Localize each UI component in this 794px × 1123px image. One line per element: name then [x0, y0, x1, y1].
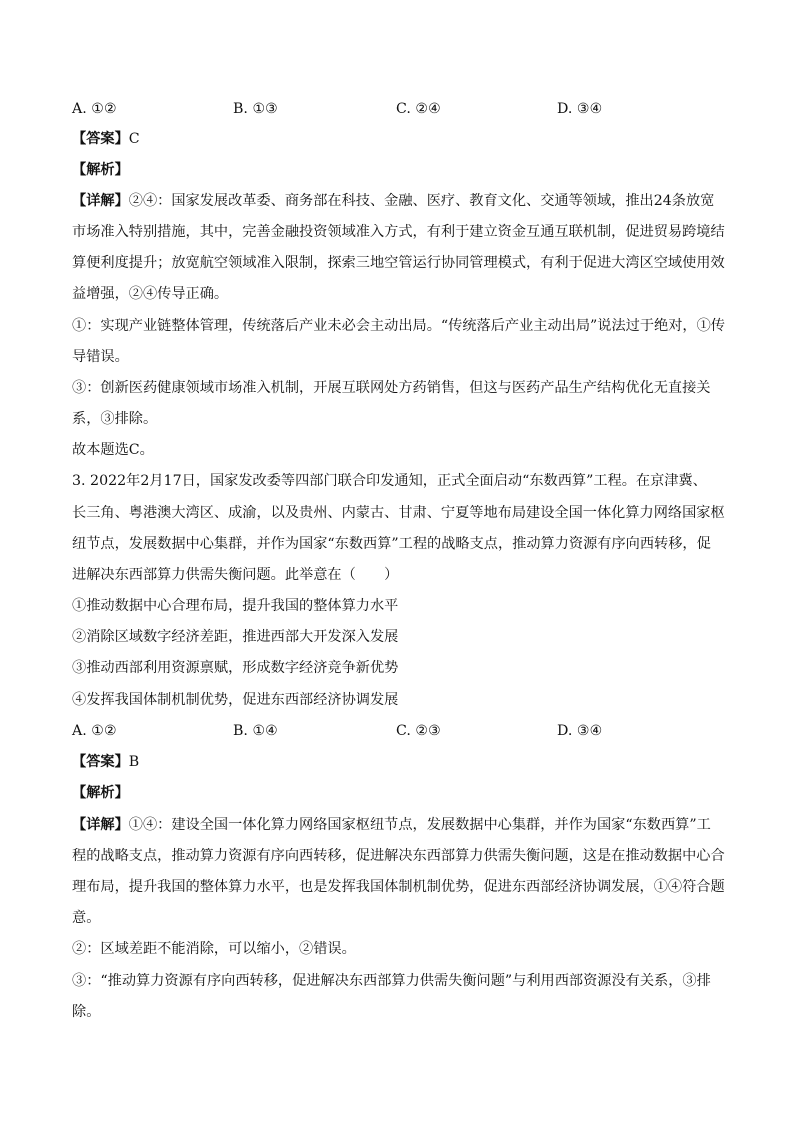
question3-stem-2: 长三角、粤港澳大湾区、成渝，以及贵州、内蒙古、甘肃、宁夏等地布局建设全国一体化算力网络国家枢 [72, 505, 725, 521]
q3-detail-text: ①④：建设全国一体化算力网络国家枢纽节点，发展数据中心集群，并作为国家“东数西算”工 [128, 817, 711, 833]
statement-1: ①推动数据中心合理布局，提升我国的整体算力水平 [72, 598, 399, 614]
q3-answer-value: B [128, 754, 140, 770]
detail-line-6: 导错误。 [72, 349, 129, 365]
option-c: C. ②④ [396, 101, 441, 117]
q3-option-a: A. ①② [72, 723, 117, 739]
option-b: B. ①③ [233, 101, 278, 117]
detail-tag: 详解 [86, 193, 115, 209]
detail-line-3: 算便利度提升；放宽航空领域准入限制，探索三地空管运行协同管理模式，有利于促进大湾区空域使用效 [72, 255, 725, 271]
detail-line-5: ①：实现产业链整体管理，传统落后产业未必会主动出局。“传统落后产业主动出局”说法过于绝对，①传 [72, 318, 725, 334]
answer-tag: 答案 [86, 131, 115, 147]
answer-value: C [128, 131, 140, 147]
question3-stem-3: 纽节点，发展数据中心集群，并作为国家“东数西算”工程的战略支点，推动算力资源有序向西转移，促 [72, 536, 711, 552]
q3-option-d: D. ③④ [557, 723, 603, 739]
q3-detail-tag: 详解 [86, 817, 115, 833]
detail-line-8: 系，③排除。 [72, 411, 158, 427]
q3-option-c: C. ②③ [396, 723, 441, 739]
q3-detail-line-7: 除。 [72, 1004, 101, 1020]
detail-line-1: 【详解】②④：国家发展改革委、商务部在科技、金融、医疗、教育文化、交通等领域，推出24条放宽 [72, 193, 715, 209]
q3-detail-line-1: 【详解】①④：建设全国一体化算力网络国家枢纽节点，发展数据中心集群，并作为国家“东数西算”工 [72, 817, 711, 833]
analysis-heading: 【解析】 [72, 162, 129, 178]
detail-line-7: ③：创新医药健康领域市场准入机制，开展互联网处方药销售，但这与医药产品生产结构优化无直接关 [72, 380, 711, 396]
q3-detail-line-5: ②：区域差距不能消除，可以缩小，②错误。 [72, 941, 356, 957]
detail-line-2: 市场准入特别措施，其中，完善金融投资领域准入方式，有利于建立资金互通互联机制，促进贸易跨境结 [72, 224, 725, 240]
q3-analysis-heading: 【解析】 [72, 785, 129, 801]
q3-detail-line-2: 程的战略支点，推动算力资源有序向西转移，促进解决东西部算力供需失衡问题，这是在推动数据中心合 [72, 848, 725, 864]
q3-detail-line-6: ③：“推动算力资源有序向西转移，促进解决东西部算力供需失衡问题”与利用西部资源没有关系，③排 [72, 973, 711, 989]
question3-stem-1: 3. 2022年2月17日，国家发改委等四部门联合印发通知，正式全面启动“东数西算”工程。在京津冀、 [72, 473, 707, 489]
conclusion-line: 故本题选C。 [72, 442, 154, 458]
q3-answer-tag: 答案 [86, 754, 115, 770]
analysis-tag: 解析 [86, 162, 115, 178]
q3-answer-line: 【答案】B [72, 754, 140, 770]
q3-detail-line-4: 意。 [72, 910, 101, 926]
q3-option-b: B. ①④ [233, 723, 278, 739]
q3-analysis-tag: 解析 [86, 785, 115, 801]
statement-2: ②消除区域数字经济差距，推进西部大开发深入发展 [72, 629, 399, 645]
detail-line-4: 益增强，②④传导正确。 [72, 286, 229, 302]
q3-detail-line-3: 理布局，提升我国的整体算力水平，也是发挥我国体制机制优势，促进东西部经济协调发展，①④符合题 [72, 879, 725, 895]
statement-4: ④发挥我国体制机制优势，促进东西部经济协调发展 [72, 692, 399, 708]
option-d: D. ③④ [557, 101, 603, 117]
question3-stem-4: 进解决东西部算力供需失衡问题。此举意在（ ） [72, 567, 399, 583]
option-a: A. ①② [72, 101, 117, 117]
statement-3: ③推动西部利用资源禀赋，形成数字经济竞争新优势 [72, 660, 399, 676]
detail-text: ②④：国家发展改革委、商务部在科技、金融、医疗、教育文化、交通等领域，推出24条放宽 [128, 193, 715, 209]
answer-line: 【答案】C [72, 131, 140, 147]
